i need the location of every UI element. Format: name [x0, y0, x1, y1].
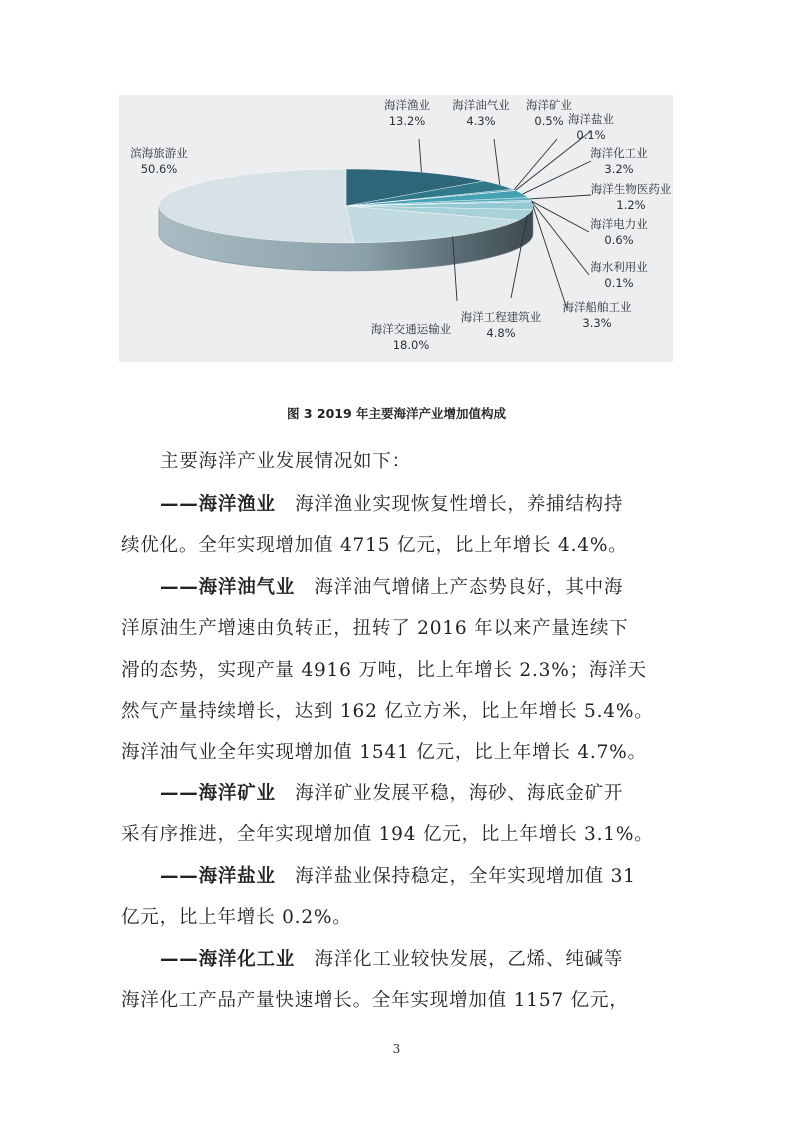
slice-value-label: 4.8%	[486, 326, 516, 340]
slice-value-label: 0.6%	[604, 233, 634, 247]
oilgas-line-5: 海洋油气业全年实现增加值 1541 亿元，比上年增长 4.7%。	[121, 742, 647, 763]
slice-label: 海洋盐业	[568, 112, 614, 126]
mining-line-2: 采有序推进，全年实现增加值 194 亿元，比上年增长 3.1%。	[121, 824, 654, 845]
chemical-heading: ——海洋化工业	[160, 949, 296, 970]
oilgas-line-3: 滑的态势，实现产量 4916 万吨，比上年增长 2.3%；海洋天	[121, 660, 647, 681]
leader-line	[419, 139, 421, 172]
intro-paragraph: 主要海洋产业发展情况如下：	[160, 451, 411, 472]
slice-label: 海洋矿业	[526, 98, 572, 112]
leader-line	[494, 139, 500, 185]
leader-line	[533, 206, 567, 309]
slice-value-label: 3.2%	[604, 162, 634, 176]
slice-label: 海洋交通运输业	[370, 322, 452, 336]
slice-value-label: 50.6%	[140, 162, 178, 176]
leader-line	[514, 139, 557, 190]
slice-label: 海水利用业	[590, 260, 648, 274]
leader-line	[523, 161, 591, 194]
pie-chart	[119, 95, 673, 362]
oilgas-line-1: ——海洋油气业 海洋油气增储上产态势良好，其中海	[160, 577, 624, 598]
slice-value-label: 18.0%	[392, 338, 430, 352]
slice-label: 海洋电力业	[590, 217, 648, 231]
mining-line-1: ——海洋矿业 海洋矿业发展平稳，海砂、海底金矿开	[160, 783, 624, 804]
page-number: 3	[392, 1042, 401, 1056]
slice-label: 海洋生物医药业	[590, 182, 672, 196]
oilgas-heading: ——海洋油气业	[160, 577, 296, 598]
slice-value-label: 13.2%	[388, 114, 426, 128]
mining-heading: ——海洋矿业	[160, 783, 276, 804]
slice-label: 海洋船舶工业	[562, 300, 632, 314]
slice-value-label: 0.1%	[576, 128, 606, 142]
fishery-heading: ——海洋渔业	[160, 494, 276, 515]
chemical-line-2: 海洋化工产品产量快速增长。全年实现增加值 1157 亿元，	[121, 990, 629, 1011]
leader-line	[530, 195, 591, 199]
slice-label: 海洋化工业	[590, 146, 648, 160]
oilgas-line-2: 洋原油生产增速由负转正，扭转了 2016 年以来产量连续下	[121, 618, 629, 639]
leader-line	[532, 202, 589, 275]
slice-label: 滨海旅游业	[130, 146, 188, 160]
slice-value-label: 1.2%	[616, 198, 646, 212]
chemical-line-1: ——海洋化工业 海洋化工业较快发展，乙烯、纯碱等	[160, 949, 624, 970]
slice-value-label: 0.5%	[534, 114, 564, 128]
slice-value-label: 3.3%	[582, 316, 612, 330]
slice-value-label: 4.3%	[466, 114, 496, 128]
pie-chart-panel	[119, 95, 673, 362]
slice-value-label: 0.1%	[604, 276, 634, 290]
salt-line-1: ——海洋盐业 海洋盐业保持稳定，全年实现增加值 31	[160, 866, 636, 887]
fishery-line-1: ——海洋渔业 海洋渔业实现恢复性增长，养捕结构持	[160, 494, 624, 515]
oilgas-line-4: 然气产量持续增长，达到 162 亿立方米，比上年增长 5.4%。	[121, 701, 654, 722]
slice-label: 海洋工程建筑业	[460, 310, 542, 324]
salt-heading: ——海洋盐业	[160, 866, 276, 887]
slice-label: 海洋渔业	[384, 98, 430, 112]
figure-caption: 图 3 2019 年主要海洋产业增加值构成	[286, 406, 507, 421]
fishery-line-2: 续优化。全年实现增加值 4715 亿元，比上年增长 4.4%。	[121, 535, 628, 556]
salt-line-2: 亿元，比上年增长 0.2%。	[121, 907, 352, 928]
slice-label: 海洋油气业	[452, 98, 510, 112]
